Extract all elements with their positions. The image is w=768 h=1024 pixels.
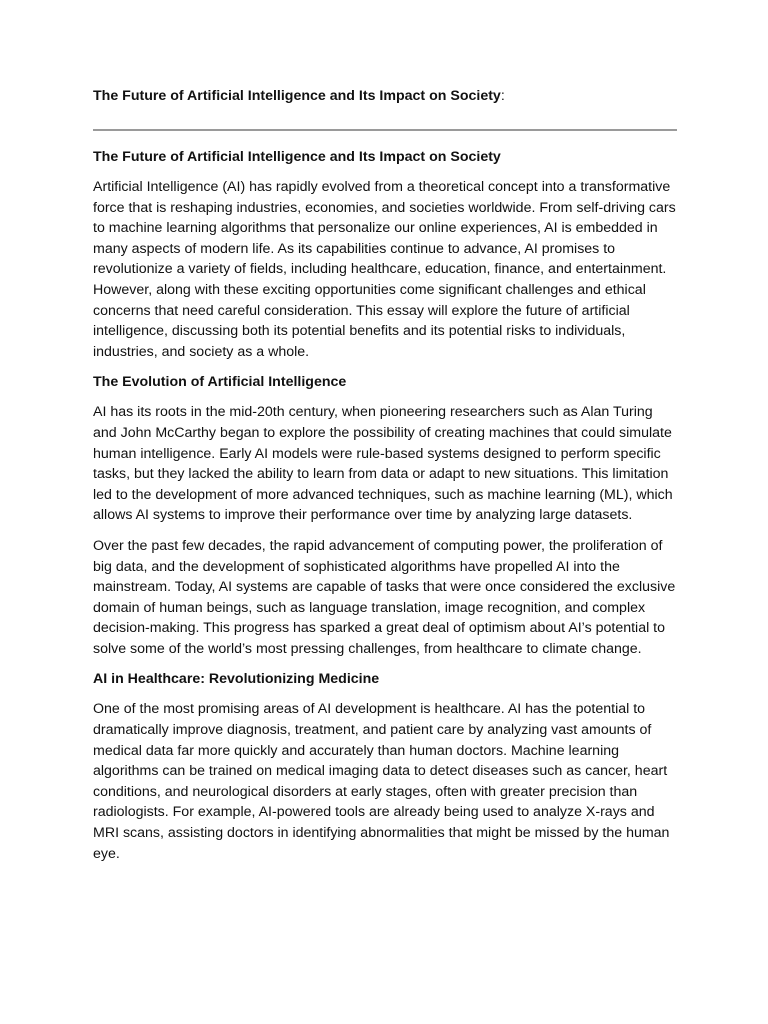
document-title-suffix: :: [500, 88, 505, 104]
healthcare-paragraph-1: One of the most promising areas of AI development is healthcare. AI has the potential to dramatically improve diagnosis, treatment, and patient care by analyzing vast amounts of medical data far more quickly and accurately than human doctors. Machine learning algorithms can be trained on medical imaging data to detect diseases such as cancer, heart conditions, and neurological disorders at early stages, often with greater precision than radiologists. For example, AI-powered tools are already being used to analyze X-rays and MRI scans, assisting doctors in identifying abnormalities that might be missed by the human eye.: [93, 701, 670, 862]
document-title: [93, 86, 677, 106]
section-heading-healthcare: AI in Healthcare: Revolutionizing Medicine: [93, 671, 380, 688]
evolution-paragraph-1: AI has its roots in the mid-20th century, when pioneering researchers such as Alan Turing and John McCarthy began to explore the possibility of creating machines that could simulate human intelligence. Early AI models were rule-based systems designed to perform specific tasks, but they lacked the ability to learn from data or adapt to new situations. This limitation led to the development of more advanced techniques, such as machine learning (ML), which allows AI systems to improve their performance over time by analyzing large datasets.: [93, 404, 673, 524]
evolution-paragraph-2: Over the past few decades, the rapid advancement of computing power, the proliferation of big data, and the development of sophisticated algorithms have propelled AI into the mainstream. Today, AI systems are capable of tasks that were once considered the exclusive domain of human beings, such as language translation, image recognition, and complex decision-making. This progress has sparked a great deal of optimism about AI’s potential to solve some of the world’s most pressing challenges, from healthcare to climate change.: [93, 537, 676, 657]
horizontal-divider: [93, 129, 677, 131]
main-heading: The Future of Artificial Intelligence and Its Impact on Society: [93, 149, 501, 165]
document-title-text: The Future of Artificial Intelligence and Its Impact on Society: [93, 88, 501, 104]
intro-paragraph: Artificial Intelligence (AI) has rapidly evolved from a theoretical concept into a transformative force that is reshaping industries, economies, and societies worldwide. From self-driving cars to machine learning algorithms that personalize our online experiences, AI is embedded in many aspects of modern life. As its capabilities continue to advance, AI promises to revolutionize a variety of fields, including healthcare, education, finance, and entertainment. However, along with these exciting opportunities come significant challenges and ethical concerns that need careful consideration. This essay will explore the future of artificial intelligence, discussing both its potential benefits and its potential risks to individuals, industries, and society as a whole.: [93, 179, 676, 360]
document-page: [93, 86, 677, 864]
section-heading-evolution: The Evolution of Artificial Intelligence: [93, 374, 347, 391]
